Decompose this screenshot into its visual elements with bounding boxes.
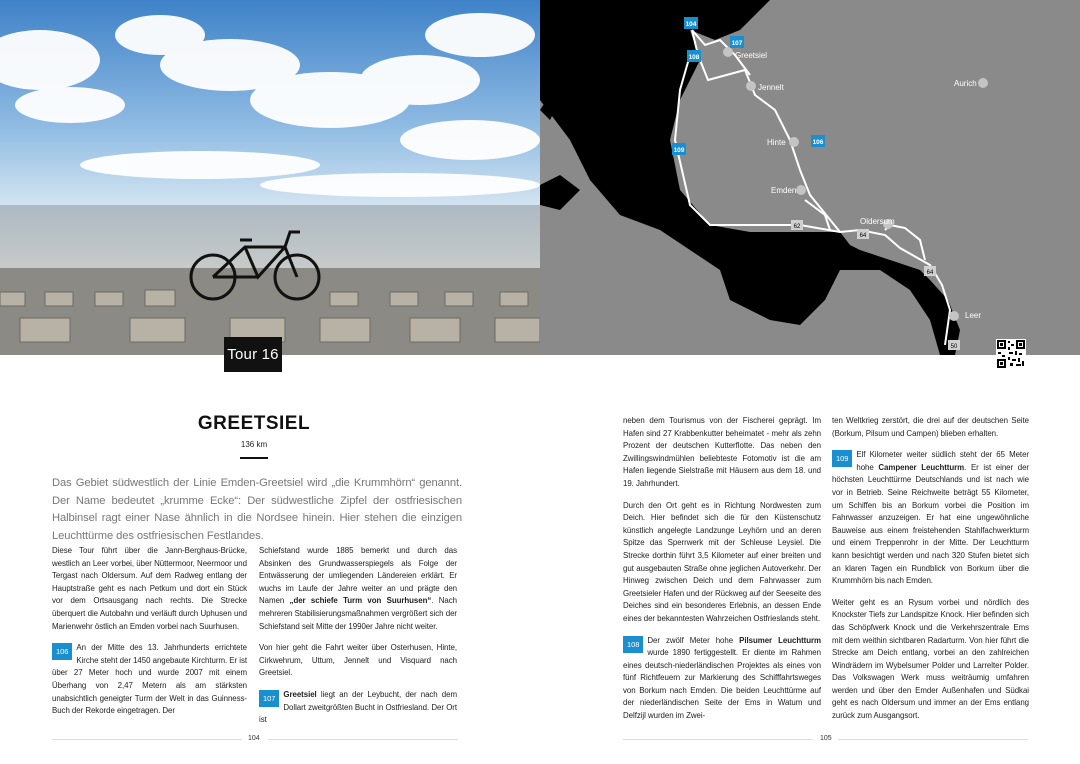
map-label-oldersum: Oldersum [860,217,895,226]
map-label-leer: Leer [965,311,982,320]
text-column-1 [52,545,247,727]
map-marker-108: 108 [688,54,700,61]
footer-rule-left-b [268,739,458,740]
cover-photo [0,0,540,355]
paragraph: 107 Greetsiel liegt an der Leybucht, der nach dem Dollart zweitgrößten Bucht in Ostfriesland. Der Ort ist [259,689,457,725]
map-label-greetsiel: Greetsiel [735,51,768,60]
page-number-left: 104 [248,735,260,742]
map-marker-106: 106 [812,139,824,146]
road-50: 50 [950,344,958,350]
text-column-3 [623,415,821,732]
road-64-a: 64 [859,233,867,239]
page-number-right: 105 [820,735,832,742]
paragraph: 109 Elf Kilometer weiter südlich steht der 65 Meter hohe Campener Leuchtturm. Er ist einer der höchsten Leuchttürme Deutschlands und ist nach wie vor in Betrieb. Seine Reichweite beträgt 55 Kilometer, um Schiffen bis an Borkum vorbei die Position im Fahrwasser anzuzeigen. Er hat eine ungewöhnliche Bauweise aus einem freistehenden Stahlfachwerkturm und einem Treppenrohr in der Mitte. Der Leuchtturm kann besichtigt werden und nach 320 Stufen bietet sich an klaren Tagen ein Rundblick von Borkum über die Krummhörn bis nach Emden. [832,450,1029,586]
paragraph: 106 An der Mitte des 13. Jahrhunderts errichtete Kirche steht der 1450 angebaute Kirchturm. Er ist über 27 Meter hoch und wurde 2007 mit einem Überhang von 2,47 Metern als am stärksten unabsichtlich geneigter Turm der Welt in das Guinness-Buch der Rekorde eingetragen. Der [52,643,247,716]
map-marker-109: 109 [673,147,685,154]
text-column-4 [832,415,1029,732]
paragraph: ten Weltkrieg zerstört, die drei auf der deutschen Seite (Borkum, Pilsum und Campen) blieben erhalten. [832,416,1029,438]
poi-badge-108: 108 [623,636,643,653]
intro-paragraph: Das Gebiet südwestlich der Linie Emden-Greetsiel wird „die Krummhörn“ genannt. Der Name bedeutet „krumme Ecke“: Der südwestliche Zipfel der ostfriesischen Halbinsel ragt einer Nase ähnlich in die Nordsee hinein. Hier stehen die einzigen Leuchttürme des ostfriesischen Festlandes. [52,477,462,542]
road-64-b: 64 [926,270,934,276]
road-62: 62 [793,224,801,230]
map-label-hinte: Hinte [767,138,786,147]
map-label-emden: Emden [771,186,797,195]
title-divider [240,457,268,459]
page-title: GREETSIEL [197,413,311,434]
footer-rule-left-a [52,739,242,740]
map-marker-104: 104 [685,21,697,28]
paragraph: Schiefstand wurde 1885 bemerkt und durch das Absinken des Grundwasserspiegels als Folge der Entwässerung der umliegenden Ländereien erklärt. Er wuchs im Laufe der Jahre weiter an und prägte den Namen „der schiefe Turm von Suurhusen“. Nach mehreren Stabilisierungsmaßnahmen vergrößert sich der Schiefstand seit Mitte der 1990er Jahre nicht weiter. [259,546,457,631]
footer-rule-right-b [838,739,1028,740]
poi-badge-107: 107 [259,690,279,707]
text-column-2 [259,545,457,736]
paragraph: Von hier geht die Fahrt weiter über Osterhusen, Hinte, Cirkwehrum, Uttum, Jennelt und Visquard nach Greetsiel. [259,643,457,678]
poi-badge-109: 109 [832,450,852,467]
paragraph: Durch den Ort geht es in Richtung Nordwesten zum Deich. Hier befindet sich die für den Küstenschutz künstlich angelegte Landzunge Leyhörn und an deren Spitze das Sperrwerk mit der Schleuse Leysiel. Die Strecke dorthin führt 3,5 Kilometer auf einer breiten und gut ausgebauten Straße ohne jeglichen Autoverkehr. Der Hinweg zwischen Deich und dem Fahrwasser zum Greetsieler Hafen und der Rückweg auf der Seeseite des Deiches sind ein besonderes Erlebnis, an dessen Ende eines der bekanntesten Wahrzeichen Ostfrieslands steht. [623,500,821,623]
tour-label: Tour 16 [224,337,282,372]
tour-distance: 136 km [240,440,268,449]
route-map [540,0,1080,355]
map-marker-107: 107 [731,40,743,47]
qr-code[interactable] [996,339,1026,369]
paragraph: neben dem Tourismus von der Fischerei geprägt. Im Hafen sind 27 Krabbenkutter beheimatet - mehr als zehn Prozent der deutschen Kutterflotte. Das neben den Zwillingswindmühlen beliebteste Fotomotiv ist die am Hafen liegende Sielstraße mit Häusern aus dem 18. und 19. Jahrhundert. [623,416,821,488]
map-label-jennelt: Jennelt [758,83,784,92]
footer-rule-right-a [623,739,813,740]
paragraph: 108 Der zwölf Meter hohe Pilsumer Leuchtturm wurde 1890 fertiggestellt. Er diente im Rahmen eines deutsch-niederländischen Projektes als eines von fünf Richtfeuern zur Markierung des Schifffahrtsweges von Borkum nach Emden. Die beiden Leuchttürme auf der niederländischen Seite der Ems in Watum und Delfzijl wurden im Zwei- [623,635,821,721]
paragraph: Weiter geht es an Rysum vorbei und nördlich des Knockster Tiefs zur Landspitze Knock. Hier befinden sich das Schöpfwerk Knock und die Verkehrszentrale Ems mit dem weithin sichtbaren Radarturm. Von hier führt die Strecke am Deich entlang, vorbei an den zahlreichen Windrädern im Wybelsumer Polder und Larrelter Polder. Das Volkswagen Werk muss weiträumig umfahren werden und über den Emder Außenhafen und Südkai geht es nach Oldersum und immer an der Ems entlang zurück zum Ausgangsort. [832,597,1029,721]
paragraph: Diese Tour führt über die Jann-Berghaus-Brücke, westlich an Leer vorbei, über Nüttermoor, Neermoor und Tergast nach Oldersum. Auf dem Radweg entlang der Hauptstraße geht es nach Petkum und dort ein Stück vor dem Ortsausgang nach rechts. Die Strecke überquert die Autobahn und verläuft durch Uphusen und Marienwehr östlich an Emden vorbei nach Suurhusen. [52,546,247,631]
poi-badge-106: 106 [52,643,72,660]
map-label-aurich: Aurich [954,79,977,88]
